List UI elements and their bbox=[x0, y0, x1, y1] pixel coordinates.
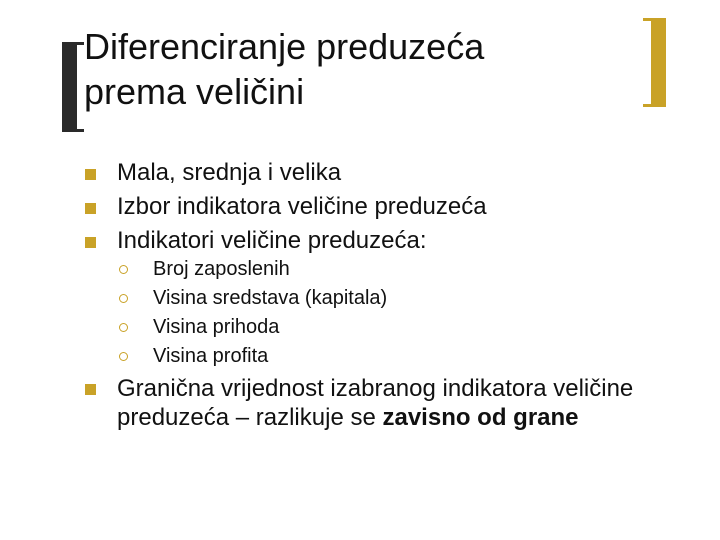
bullet-item-2: Izbor indikatora veličine preduzeća bbox=[117, 193, 487, 220]
bullet-item-4-bold-text: zavisno od grane bbox=[382, 404, 579, 431]
right-bracket-bar bbox=[651, 18, 666, 107]
slide-title bbox=[84, 24, 624, 114]
sub-bullet-item-2: Visina sredstava (kapitala) bbox=[153, 287, 388, 309]
sub-bullet-item-4: Visina profita bbox=[153, 345, 269, 367]
left-bracket-bar bbox=[62, 42, 77, 132]
sub-bullet-item-1: Broj zaposlenih bbox=[153, 258, 290, 280]
bullet-item-1: Mala, srednja i velika bbox=[117, 159, 342, 186]
bullet-item-4-text: Granična vrijednost izabranog indikatora veličine preduzeća – razlikuje se bbox=[117, 375, 634, 431]
right-bracket-bottom bbox=[643, 104, 666, 107]
slide-title-line-1: Diferenciranje preduzeća bbox=[84, 26, 485, 67]
bullet-item-4 bbox=[117, 374, 697, 432]
right-bracket-top bbox=[643, 18, 666, 21]
square-bullet-icon bbox=[85, 384, 96, 395]
left-bracket-bottom bbox=[62, 129, 84, 132]
slide-title-line-2: prema veličini bbox=[84, 71, 305, 112]
circle-bullet-icon bbox=[119, 352, 128, 361]
square-bullet-icon bbox=[85, 237, 96, 248]
square-bullet-icon bbox=[85, 169, 96, 180]
circle-bullet-icon bbox=[119, 294, 128, 303]
square-bullet-icon bbox=[85, 203, 96, 214]
circle-bullet-icon bbox=[119, 323, 128, 332]
circle-bullet-icon bbox=[119, 265, 128, 274]
left-bracket-top bbox=[62, 42, 84, 45]
bullet-item-3: Indikatori veličine preduzeća: bbox=[117, 227, 427, 254]
sub-bullet-item-3: Visina prihoda bbox=[153, 316, 280, 338]
